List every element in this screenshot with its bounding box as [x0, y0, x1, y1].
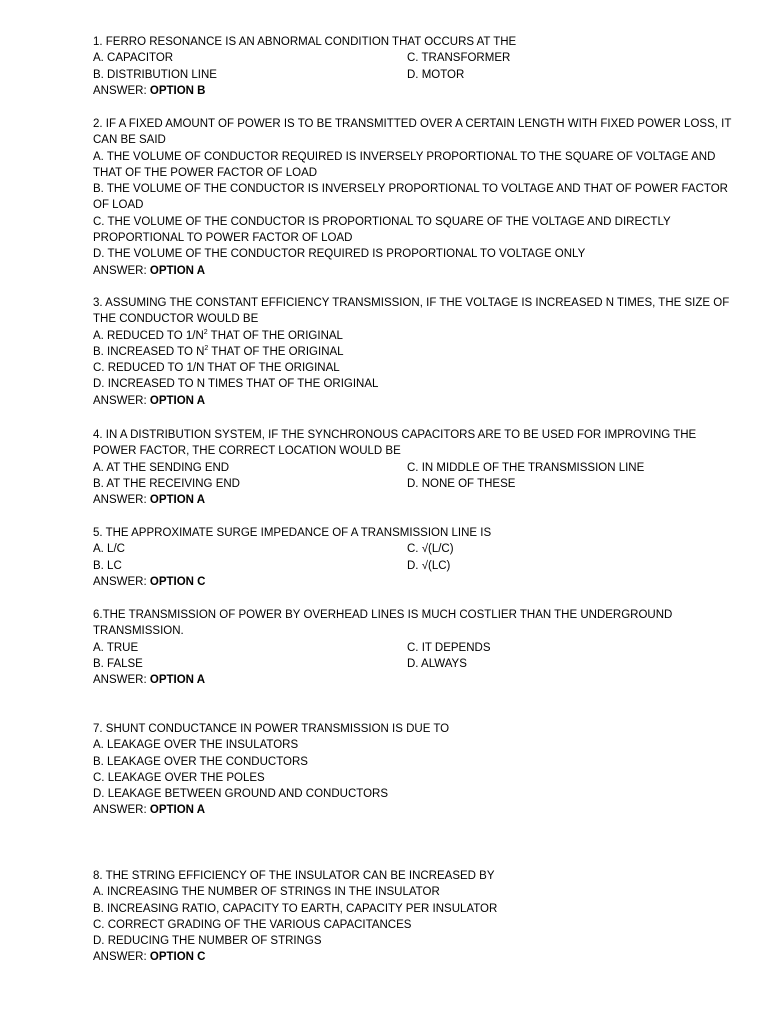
option-b: B. AT THE RECEIVING END: [93, 477, 240, 490]
option-a: A. L/C: [93, 543, 125, 556]
option-row: [93, 460, 733, 476]
option-a: A. TRUE: [93, 641, 139, 654]
question-text: 8. THE STRING EFFICIENCY OF THE INSULATOR CAN BE INCREASED BY: [93, 870, 495, 882]
option-row: [93, 476, 733, 492]
option-a: A. INCREASING THE NUMBER OF STRINGS IN THE INSULATOR: [93, 886, 440, 899]
superscript: 2: [204, 344, 209, 352]
option-b: B. LC: [93, 559, 122, 572]
answer-line: [93, 574, 733, 590]
option-d: D. MOTOR: [407, 68, 465, 81]
question-4: [93, 427, 733, 508]
answer-label: ANSWER:: [93, 804, 147, 817]
question-text: 7. SHUNT CONDUCTANCE IN POWER TRANSMISSION IS DUE TO: [93, 723, 450, 735]
answer-label: ANSWER:: [93, 84, 147, 97]
option-b-tail: THAT OF THE ORIGINAL: [208, 345, 344, 358]
answer-line: [93, 83, 733, 99]
answer-value: OPTION A: [149, 804, 206, 817]
option-row: [93, 640, 733, 656]
answer-value: OPTION C: [149, 575, 206, 588]
answer-label: ANSWER:: [93, 951, 147, 964]
question-text: 2. IF A FIXED AMOUNT OF POWER IS TO BE TRANSMITTED OVER A CERTAIN LENGTH WITH FIXED POWER LOSS, IT CAN BE SAID: [93, 118, 732, 147]
option-row: [93, 541, 733, 557]
answer-value: OPTION A: [149, 674, 206, 687]
option-c: C. IT DEPENDS: [407, 641, 491, 654]
option-d: D. √(LC): [407, 559, 451, 572]
option-c: C. √(L/C): [407, 543, 454, 556]
question-3: [93, 295, 733, 409]
answer-line: [93, 393, 733, 409]
option-d: D. INCREASED TO N TIMES THAT OF THE ORIGINAL: [93, 378, 379, 391]
option-row: [93, 67, 733, 83]
question-text: 5. THE APPROXIMATE SURGE IMPEDANCE OF A TRANSMISSION LINE IS: [93, 527, 492, 539]
option-row: [93, 50, 733, 66]
option-a-tail: THAT OF THE ORIGINAL: [207, 329, 343, 342]
question-1: [93, 34, 733, 99]
answer-value: OPTION A: [149, 264, 206, 277]
option-c: C. TRANSFORMER: [407, 52, 511, 65]
option-d: D. NONE OF THESE: [407, 477, 516, 490]
question-2: [93, 116, 733, 279]
question-5: [93, 525, 733, 590]
answer-value: OPTION A: [149, 394, 206, 407]
option-b: B. LEAKAGE OVER THE CONDUCTORS: [93, 755, 308, 768]
option-c: C. THE VOLUME OF THE CONDUCTOR IS PROPORTIONAL TO SQUARE OF THE VOLTAGE AND DIRECTLY PROPORTIONAL TO POWER FACTOR OF LOAD: [93, 215, 671, 245]
option-b: B. DISTRIBUTION LINE: [93, 68, 217, 81]
option-c: C. REDUCED TO 1/N THAT OF THE ORIGINAL: [93, 362, 340, 375]
question-text: 6.THE TRANSMISSION OF POWER BY OVERHEAD LINES IS MUCH COSTLIER THAN THE UNDERGROUND TRANSMISSION.: [93, 609, 673, 638]
option-b: B. THE VOLUME OF THE CONDUCTOR IS INVERSELY PROPORTIONAL TO VOLTAGE AND THAT OF POWER FACTOR OF LOAD: [93, 183, 728, 212]
option-c: C. IN MIDDLE OF THE TRANSMISSION LINE: [407, 461, 645, 474]
option-c: C. CORRECT GRADING OF THE VARIOUS CAPACITANCES: [93, 918, 412, 931]
option-c: C. LEAKAGE OVER THE POLES: [93, 771, 265, 784]
question-text: 1. FERRO RESONANCE IS AN ABNORMAL CONDITION THAT OCCURS AT THE: [93, 36, 517, 48]
option-a: [93, 328, 733, 344]
option-row: [93, 558, 733, 574]
question-8: [93, 868, 733, 966]
answer-line: [93, 672, 733, 688]
option-b: [93, 344, 733, 360]
answer-line: [93, 263, 733, 279]
option-b: B. INCREASING RATIO, CAPACITY TO EARTH, CAPACITY PER INSULATOR: [93, 902, 498, 915]
option-b: B. FALSE: [93, 657, 143, 670]
superscript: 2: [203, 328, 208, 336]
question-6: [93, 607, 733, 688]
option-a: A. LEAKAGE OVER THE INSULATORS: [93, 739, 299, 752]
option-a: A. THE VOLUME OF CONDUCTOR REQUIRED IS INVERSELY PROPORTIONAL TO THE SQUARE OF VOLTAGE AND THAT OF THE POWER FACTOR OF LOAD: [93, 150, 716, 179]
option-d: D. ALWAYS: [407, 657, 467, 670]
option-b-text: B. INCREASED TO N: [93, 345, 205, 358]
option-a: A. CAPACITOR: [93, 52, 174, 65]
option-a: A. AT THE SENDING END: [93, 461, 230, 474]
answer-value: OPTION B: [149, 84, 206, 97]
answer-line: [93, 492, 733, 508]
answer-value: OPTION C: [149, 951, 206, 964]
question-7: [93, 721, 733, 819]
option-row: [93, 656, 733, 672]
answer-value: OPTION A: [149, 494, 206, 507]
question-text: 4. IN A DISTRIBUTION SYSTEM, IF THE SYNCHRONOUS CAPACITORS ARE TO BE USED FOR IMPROVING THE POWER FACTOR, THE CORRECT LOCATION WOULD BE: [93, 429, 697, 458]
option-d: D. THE VOLUME OF THE CONDUCTOR REQUIRED IS PROPORTIONAL TO VOLTAGE ONLY: [93, 248, 586, 261]
answer-line: [93, 949, 733, 965]
answer-label: ANSWER:: [93, 494, 147, 507]
answer-label: ANSWER:: [93, 575, 147, 588]
option-d: D. REDUCING THE NUMBER OF STRINGS: [93, 935, 322, 948]
answer-label: ANSWER:: [93, 264, 147, 277]
question-text: 3. ASSUMING THE CONSTANT EFFICIENCY TRANSMISSION, IF THE VOLTAGE IS INCREASED N TIMES, THE SIZE OF THE CONDUCTOR WOULD BE: [93, 297, 730, 326]
answer-label: ANSWER:: [93, 674, 147, 687]
option-a-text: A. REDUCED TO 1/N: [93, 329, 204, 342]
option-d: D. LEAKAGE BETWEEN GROUND AND CONDUCTORS: [93, 788, 388, 801]
answer-line: [93, 802, 733, 818]
answer-label: ANSWER:: [93, 394, 147, 407]
